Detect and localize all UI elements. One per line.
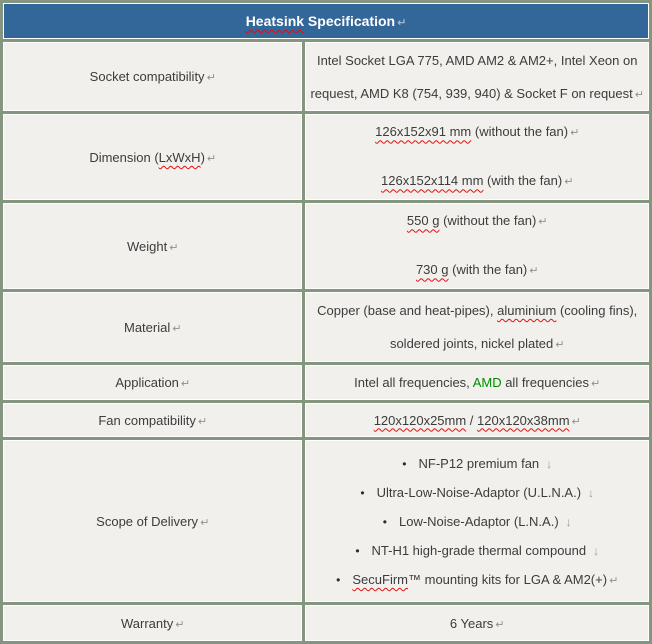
table-row-fan [3,403,649,438]
linebreak-mark-icon: ↓ [593,543,600,558]
title-misspelled-word: Heatsink [245,12,305,29]
title-rest: Specification [304,12,396,29]
return-mark-icon: ↵ [538,216,548,229]
spellcheck-flagged-text: 126x152x114 mm [381,173,484,189]
bullet-icon: • [360,485,365,500]
table-row-socket [3,42,649,112]
return-mark-icon: ↵ [169,241,179,254]
socket-value-cell[interactable] [305,42,649,112]
warranty-value-cell[interactable] [305,605,649,641]
row-label: Scope of Delivery [96,513,199,529]
spellcheck-flagged-text: SecuFirm [352,571,408,587]
bullet-icon: • [336,572,341,587]
row-label: Weight [127,238,168,254]
return-mark-icon: ↵ [172,322,182,335]
return-mark-icon: ↵ [529,265,539,278]
socket-label-cell[interactable] [3,42,302,112]
table-row-weight [3,203,649,289]
socket-value-line2: request, AMD K8 (754, 939, 940) & Socket F on request [310,85,633,101]
linebreak-mark-icon: ↓ [565,514,572,529]
list-item: • Low-Noise-Adaptor (L.N.A.) ↓ [382,513,572,529]
list-item: • Ultra-Low-Noise-Adaptor (U.L.N.A.) ↓ [360,484,595,500]
return-mark-icon: ↵ [206,152,217,165]
return-mark-icon: ↵ [197,415,208,428]
application-value: Intel all frequencies, AMD all frequencies ↵ [354,374,601,390]
spellcheck-flagged-text: aluminium [497,303,557,319]
linebreak-mark-icon: ↓ [546,456,553,471]
application-label-cell[interactable] [3,365,302,400]
row-label: Material [123,319,171,335]
return-mark-icon: ↵ [634,88,644,101]
return-mark-icon: ↵ [591,377,601,390]
return-mark-icon: ↵ [609,574,619,587]
scope-value-cell[interactable] [305,440,649,602]
row-label: Warranty [120,615,174,631]
return-mark-icon: ↵ [564,176,574,189]
bullet-icon: • [382,514,387,529]
material-label-cell[interactable] [3,292,302,362]
return-mark-icon: ↵ [175,618,185,631]
fan-value: 120x120x25mm / 120x120x38mm ↵ [373,412,581,428]
spellcheck-flagged-text: 550 g [406,213,440,229]
weight-value: 550 g (without the fan) ↵ 730 g (with the fan) ↵ [406,213,548,278]
bullet-icon: • [355,543,360,558]
return-mark-icon: ↵ [397,16,407,29]
list-item: • NF-P12 premium fan ↓ [402,455,553,471]
weight-label-cell[interactable] [3,203,302,289]
list-item: • SecuFirm™ mounting kits for LGA & AM2(+) ↵ [336,571,619,587]
warranty-value: 6 Years [449,615,494,631]
spellcheck-flagged-text: LxWxH [158,149,201,165]
application-value-cell[interactable] [305,365,649,400]
dimension-value: 126x152x91 mm (without the fan) ↵ 126x152x114 mm (with the fan) ↵ [375,124,580,189]
warranty-label-cell[interactable] [3,605,302,641]
spellcheck-flagged-text: 730 g [415,262,449,278]
table-row-warranty [3,605,649,641]
return-mark-icon: ↵ [495,618,505,631]
return-mark-icon: ↵ [206,72,216,85]
row-label: Socket compatibility [89,69,205,85]
weight-value-cell[interactable] [305,203,649,289]
fan-label-cell[interactable] [3,403,302,438]
return-mark-icon: ↵ [200,516,210,529]
bullet-icon: • [402,456,407,471]
linebreak-mark-icon: ↓ [588,485,595,500]
table-row-application [3,365,649,400]
table-row-dimension [3,114,649,200]
return-mark-icon: ↵ [571,415,581,428]
table-row-title [3,3,649,39]
fan-value-cell[interactable] [305,403,649,438]
material-value: Copper (base and heat-pipes), aluminium (cooling fins), soldered joints, nickel plated ↵ [317,303,638,352]
table-title-cell[interactable] [3,3,649,39]
amd-brand-text: AMD [472,374,502,390]
socket-value-line1: Intel Socket LGA 775, AMD AM2 & AM2+, Intel Xeon on [316,52,638,68]
return-mark-icon: ↵ [180,377,191,390]
spellcheck-flagged-text: 120x120x38mm [477,412,570,428]
return-mark-icon: ↵ [570,127,580,140]
table-row-material [3,292,649,362]
row-label: Dimension (LxWxH) ↵ [89,149,217,165]
material-value-cell[interactable] [305,292,649,362]
dimension-value-cell[interactable] [305,114,649,200]
table-row-scope [3,440,649,602]
socket-value [310,44,644,110]
spellcheck-flagged-text: 126x152x91 mm [375,124,472,140]
row-label: Fan compatibility [98,412,196,428]
list-item: • NT-H1 high-grade thermal compound ↓ [355,542,600,558]
scope-label-cell[interactable] [3,440,302,602]
return-mark-icon: ↵ [555,339,565,352]
spellcheck-flagged-text: 120x120x25mm [373,412,467,428]
row-label: Application [115,374,179,390]
scope-bullet-list [310,449,644,594]
dimension-label-cell[interactable] [3,114,302,200]
